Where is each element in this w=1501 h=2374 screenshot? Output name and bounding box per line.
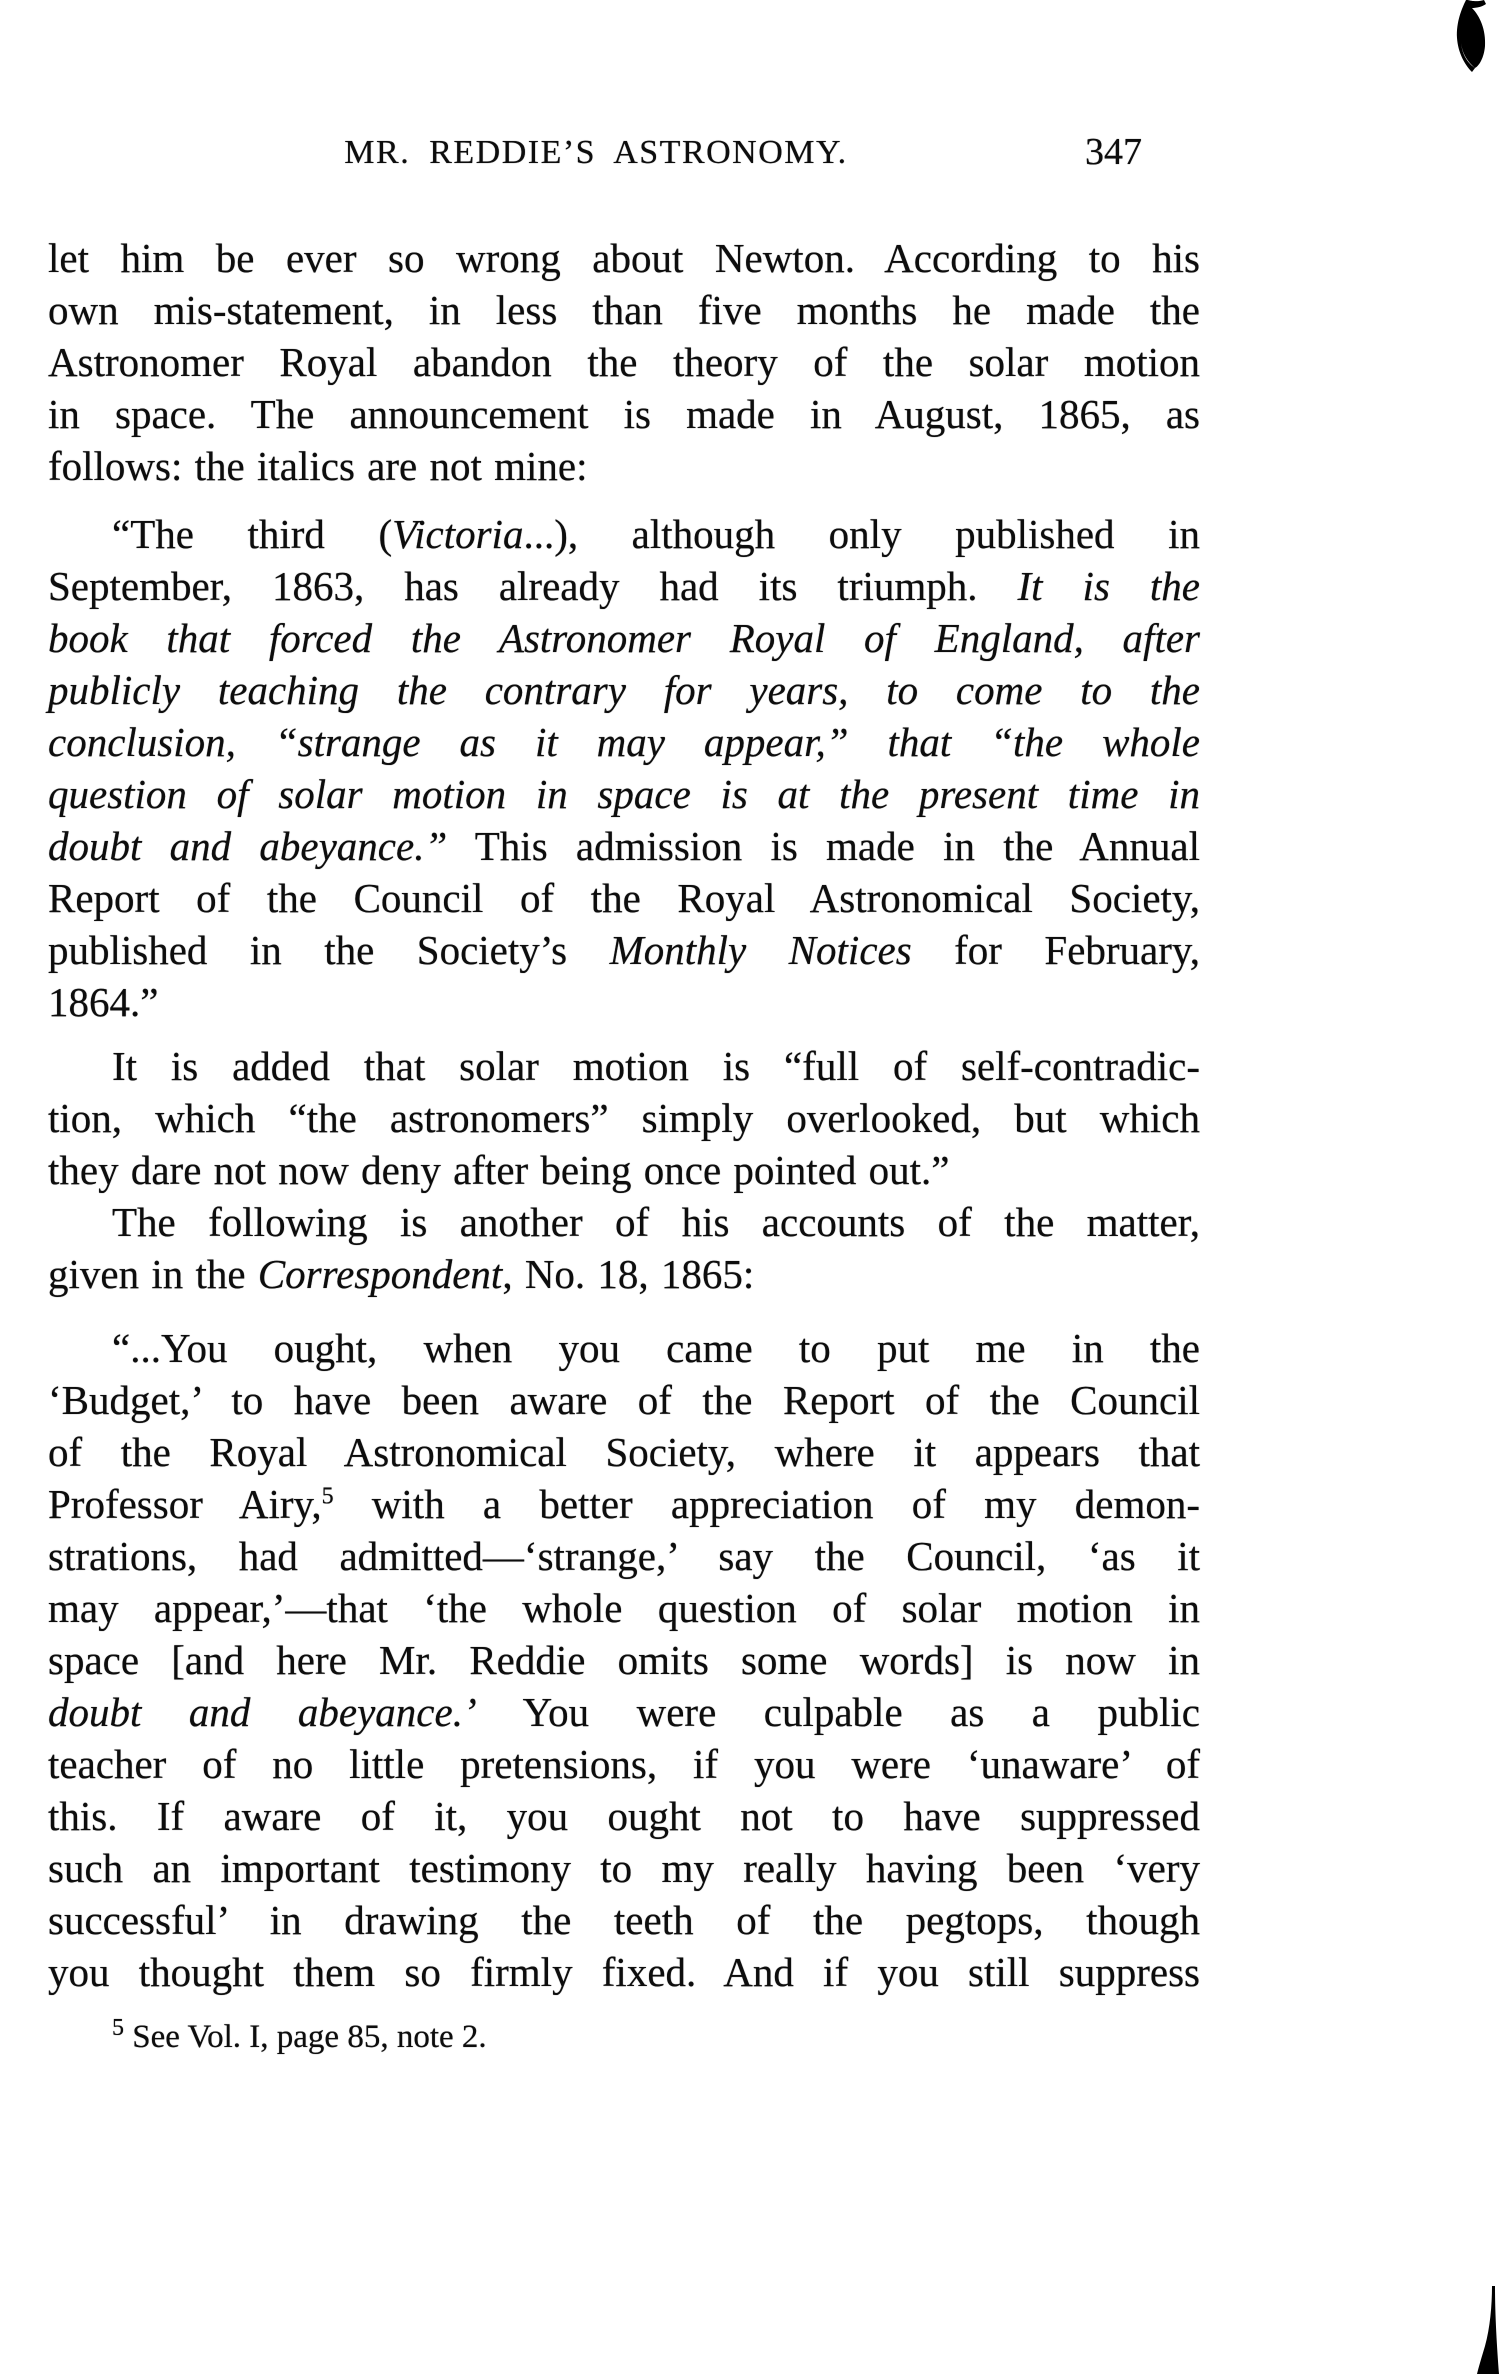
text-segment: strations, had admitted—‘strange,’ say the Council, ‘as it <box>48 1533 1200 1579</box>
text-segment: ...), although only published in <box>523 511 1200 557</box>
text-segment: 5 <box>321 1483 334 1510</box>
text-line <box>48 716 1200 768</box>
text-line <box>48 1842 1200 1894</box>
text-segment: Victoria <box>392 511 524 557</box>
text-line <box>48 664 1200 716</box>
text-line <box>48 1426 1200 1478</box>
text-segment: may appear,’—that ‘the whole question of solar motion in <box>48 1585 1200 1631</box>
text-line <box>48 440 1200 492</box>
text-line <box>48 1790 1200 1842</box>
text-line <box>48 1144 1200 1196</box>
text-line <box>48 1738 1200 1790</box>
text-line <box>48 1530 1200 1582</box>
text-segment: tion, which “the astronomers” simply overlooked, but which <box>48 1095 1200 1141</box>
text-segment: question of solar motion in space is at the present time in <box>48 771 1200 817</box>
text-line <box>48 1092 1200 1144</box>
text-segment: 1864.” <box>48 979 159 1025</box>
text-segment: publicly teaching the contrary for years, to come to the <box>48 667 1200 713</box>
footnote-marker: 5 <box>112 2015 124 2041</box>
text-segment: they dare not now deny after being once pointed out.” <box>48 1147 950 1193</box>
text-line <box>48 1634 1200 1686</box>
text-segment: in space. The announcement is made in August, 1865, as <box>48 391 1200 437</box>
text-segment: September, 1863, has already had its triumph. <box>48 563 1018 609</box>
text-segment: This admission is made in the Annual <box>447 823 1201 869</box>
text-segment: Correspondent <box>257 1251 503 1297</box>
text-segment: you thought them so firmly fixed. And if you still suppress <box>48 1949 1200 1995</box>
text-segment: Astronomer Royal abandon the theory of the solar motion <box>48 339 1200 385</box>
text-line <box>48 1322 1200 1374</box>
text-segment: successful’ in drawing the teeth of the pegtops, though <box>48 1897 1200 1943</box>
text-segment: published in the Society’s <box>48 927 610 973</box>
text-segment: such an important testimony to my really having been ‘very <box>48 1845 1200 1891</box>
text-segment: with a better appreciation of my demon- <box>333 1481 1200 1527</box>
text-line <box>48 1582 1200 1634</box>
text-segment: book that forced the Astronomer Royal of England, after <box>48 615 1200 661</box>
text-line <box>48 284 1200 336</box>
text-segment: of the Royal Astronomical Society, where it appears that <box>48 1429 1200 1475</box>
paragraph-the-following <box>48 1196 1200 1300</box>
text-segment: for February, <box>911 927 1200 973</box>
text-line <box>48 560 1200 612</box>
text-line <box>48 508 1200 560</box>
paragraph-it-is-added <box>48 1040 1200 1196</box>
text-segment: this. If aware of it, you ought not to have suppressed <box>48 1793 1200 1839</box>
footnote <box>48 2016 1200 2058</box>
scan-artifact-bottom-right <box>1458 2280 1501 2374</box>
footnote-text: See Vol. I, page 85, note 2. <box>124 2019 487 2055</box>
opening-paragraph <box>48 232 1200 492</box>
blockquote-annual-report <box>48 508 1200 1028</box>
text-segment: doubt and abeyance.” <box>48 823 448 869</box>
text-line <box>48 872 1200 924</box>
text-line <box>48 1196 1200 1248</box>
text-line <box>48 388 1200 440</box>
text-line <box>48 1946 1200 1998</box>
blockquote-correspondent <box>48 1322 1200 1998</box>
text-segment: The following is another of his accounts of the matter, <box>112 1199 1200 1245</box>
text-line <box>48 1374 1200 1426</box>
text-line <box>48 1248 1200 1300</box>
text-line <box>48 820 1200 872</box>
text-segment: Report of the Council of the Royal Astronomical Society, <box>48 875 1200 921</box>
text-line <box>48 1478 1200 1530</box>
text-segment: doubt and abeyance.’ <box>48 1689 477 1735</box>
page-body <box>48 232 1200 1998</box>
text-segment: “The third ( <box>112 511 393 557</box>
text-segment: It is added that solar motion is “full of self-contradic- <box>112 1043 1200 1089</box>
text-segment: own mis-statement, in less than five months he made the <box>48 287 1200 333</box>
text-segment: , No. 18, 1865: <box>502 1251 755 1297</box>
text-column <box>48 0 1200 2058</box>
text-segment: follows: the italics are not mine: <box>48 443 588 489</box>
text-segment: Monthly Notices <box>609 927 912 973</box>
text-line <box>48 1894 1200 1946</box>
text-line <box>48 924 1200 976</box>
scan-artifact-top-right <box>1438 0 1501 100</box>
text-segment: teacher of no little pretensions, if you were ‘unaware’ of <box>48 1741 1200 1787</box>
text-segment: “...You ought, when you came to put me in the <box>112 1325 1200 1371</box>
text-line <box>48 336 1200 388</box>
text-segment: space [and here Mr. Reddie omits some words] is now in <box>48 1637 1200 1683</box>
text-line <box>48 1040 1200 1092</box>
text-segment: conclusion, “strange as it may appear,” that “the whole <box>48 719 1200 765</box>
text-segment: Professor Airy, <box>48 1481 322 1527</box>
text-line <box>48 1686 1200 1738</box>
text-line <box>48 612 1200 664</box>
text-segment: You were culpable as a public <box>476 1689 1200 1735</box>
text-line <box>48 768 1200 820</box>
text-segment: It is the <box>1017 563 1200 609</box>
text-line <box>48 976 1200 1028</box>
text-segment: let him be ever so wrong about Newton. According to his <box>48 235 1200 281</box>
text-segment: ‘Budget,’ to have been aware of the Report of the Council <box>48 1377 1200 1423</box>
running-header <box>48 131 1200 178</box>
text-segment: given in the <box>48 1251 258 1297</box>
header-title: MR. REDDIE’S ASTRONOMY. <box>344 134 848 171</box>
page-number: 347 <box>1085 131 1142 173</box>
text-line <box>48 232 1200 284</box>
